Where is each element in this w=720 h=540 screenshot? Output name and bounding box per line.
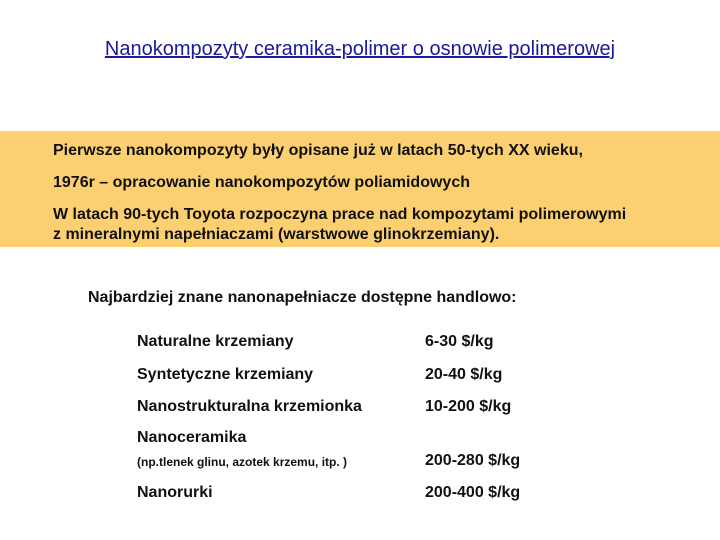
intro-line-1: Pierwsze nanokompozyty były opisane już w latach 50-tych XX wieku, xyxy=(53,142,583,159)
filler-note: (np.tlenek glinu, azotek krzemu, itp. ) xyxy=(137,455,348,469)
filler-name: Syntetyczne krzemiany xyxy=(137,366,314,383)
filler-price: 20-40 $/kg xyxy=(425,366,503,383)
filler-price: 10-200 $/kg xyxy=(425,398,512,415)
filler-name: Nanorurki xyxy=(137,484,213,501)
filler-price: 200-280 $/kg xyxy=(425,452,521,469)
filler-name: Naturalne krzemiany xyxy=(137,333,294,350)
filler-price: 200-400 $/kg xyxy=(425,484,521,501)
intro-line-2: 1976r – opracowanie nanokompozytów poliamidowych xyxy=(53,174,470,191)
filler-name: Nanostrukturalna krzemionka xyxy=(137,398,362,415)
filler-price: 6-30 $/kg xyxy=(425,333,494,350)
filler-name: Nanoceramika xyxy=(137,429,247,446)
fillers-heading: Najbardziej znane nanonapełniacze dostępne handlowo: xyxy=(88,289,517,306)
intro-line-3: W latach 90-tych Toyota rozpoczyna prace nad kompozytami polimerowymi xyxy=(53,206,627,223)
intro-line-4: z mineralnymi napełniaczami (warstwowe glinokrzemiany). xyxy=(53,226,500,243)
slide-title: Nanokompozyty ceramika-polimer o osnowie polimerowej xyxy=(104,38,616,60)
